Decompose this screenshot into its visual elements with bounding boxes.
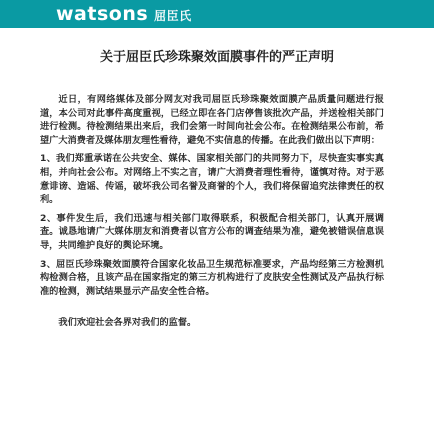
brand-name: watsons — [56, 3, 149, 25]
statement-title: 关于屈臣氏珍珠聚效面膜事件的严正声明 — [99, 50, 334, 65]
brand-name-cn: 屈臣氏 — [154, 9, 192, 23]
watsons-logo — [56, 3, 192, 25]
statement-body — [40, 93, 384, 335]
statement-closing: 我们欢迎社会各界对我们的监督。 — [58, 317, 197, 329]
statement-point-3: 3、屈臣氏珍珠聚效面膜符合国家化妆品卫生规范标准要求，产品均经第三方检测机构检测合格，且该产品在国家指定的第三方机构进行了皮肤安全性测试及产品执行标准的检测，测试结果显示产品安全性合格。 — [40, 258, 384, 297]
statement-point-1: 1、我们郑重承诺在公共安全、媒体、国家相关部门的共同努力下，尽快查实事实真相，并向社会公布。对网络上不实之言，请广大消费者理性看待，谨慎对待。对于恶意诽谤、造谣、传谣，破坏我公司名誉及商誉的个人，我们将保留追究法律责任的权利。 — [40, 153, 384, 206]
statement-intro: 近日，有网络媒体及部分网友对我司屈臣氏珍珠聚效面膜产品质量问题进行报道，本公司对此事件高度重视，已经立即在各门店停售该批次产品，并送检相关部门进行检测。待检测结果出来后，我们会第一时间向社会公布。在检测结果公布前，希望广大消费者及媒体朋友理性看待，避免不实信息的传播。在此我们做出以下声明： — [40, 94, 384, 146]
brand-header-bar — [0, 0, 434, 28]
statement-point-2: 2、事件发生后，我们迅速与相关部门取得联系，积极配合相关部门，认真开展调查。诚恳地请广大媒体朋友和消费者以官方公布的调查结果为准，避免被错误信息误导，共同维护良好的舆论环境。 — [40, 212, 384, 251]
